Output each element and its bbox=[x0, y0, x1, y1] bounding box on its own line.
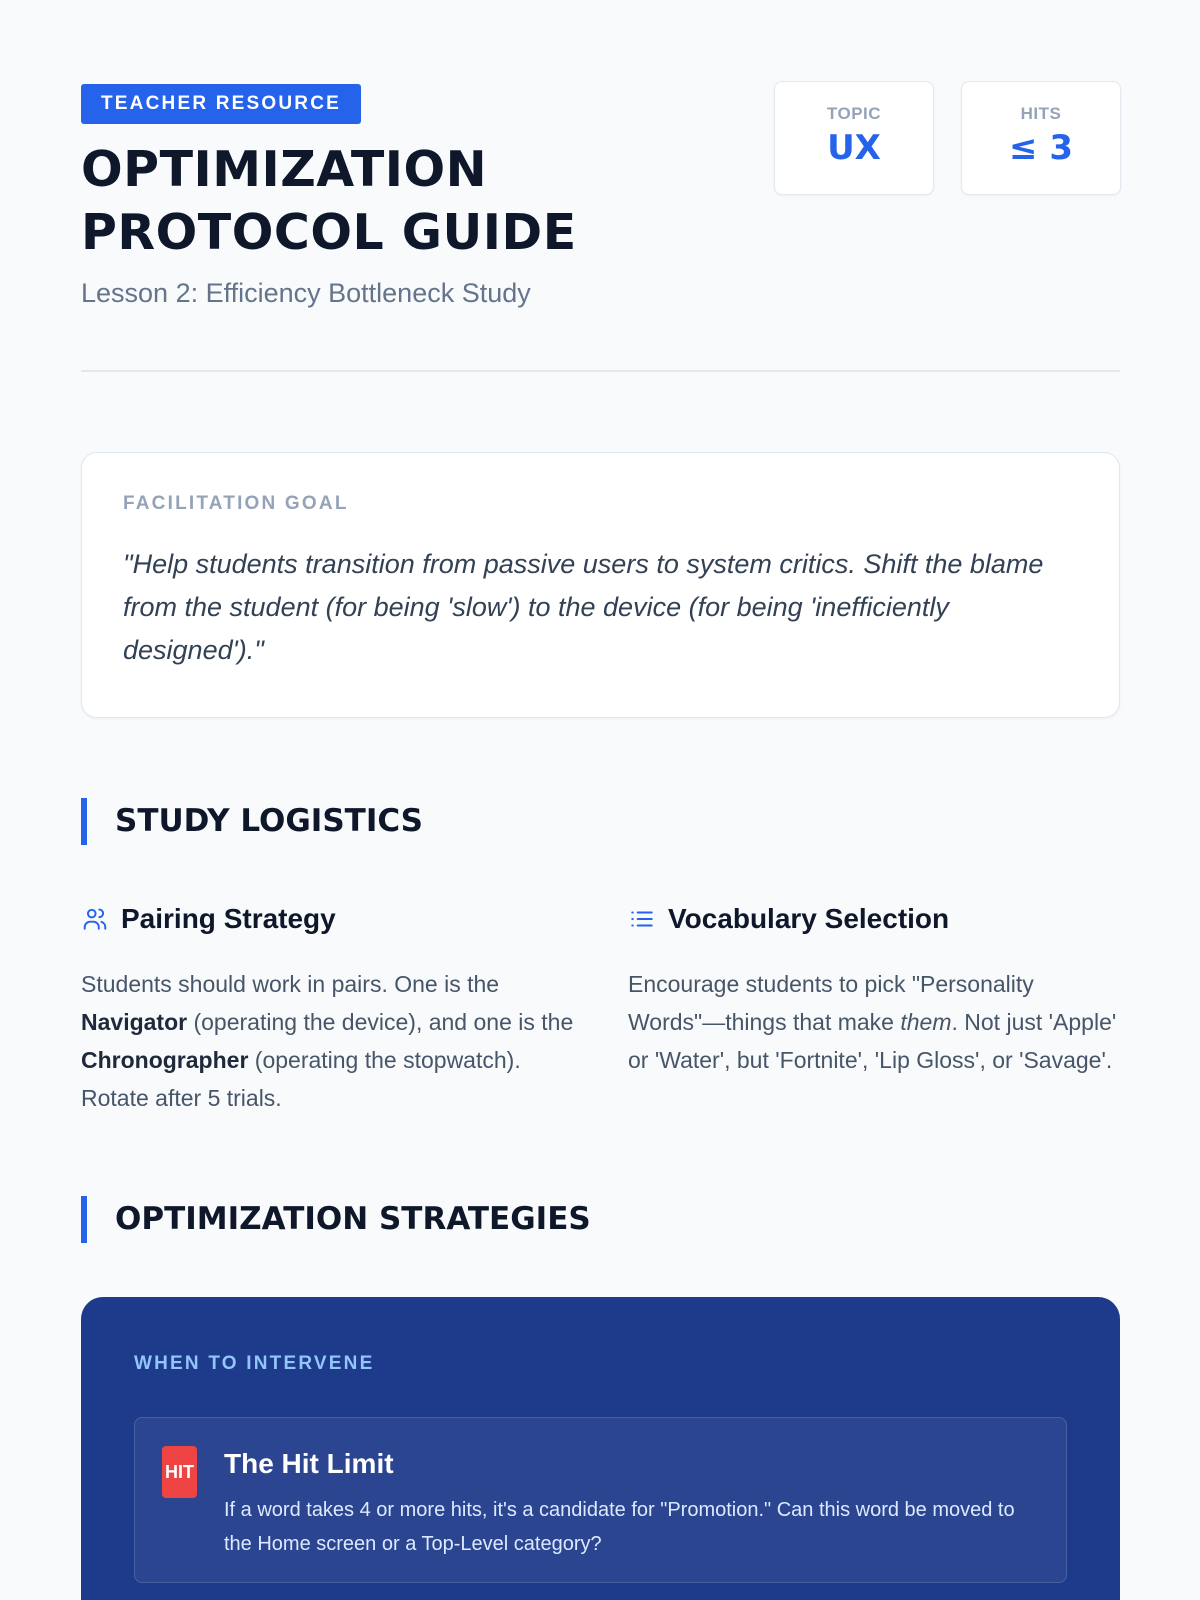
title-line-1: OPTIMIZATION bbox=[81, 141, 488, 198]
resource-badge: TEACHER RESOURCE bbox=[81, 84, 361, 124]
vocabulary-selection-title: Vocabulary Selection bbox=[668, 903, 950, 934]
list-icon bbox=[628, 905, 656, 933]
vocabulary-selection-column bbox=[628, 900, 1128, 1079]
vocabulary-selection-header bbox=[628, 900, 1128, 938]
navigator-term: Navigator bbox=[81, 1009, 188, 1035]
strategy-card-hit-limit bbox=[134, 1417, 1067, 1583]
page-title bbox=[81, 138, 721, 264]
pairing-strategy-text bbox=[81, 965, 581, 1117]
study-logistics-heading: STUDY LOGISTICS bbox=[81, 798, 1120, 845]
facilitation-goal-card bbox=[81, 452, 1120, 718]
topic-stat-label: TOPIC bbox=[826, 104, 882, 123]
hits-stat-card bbox=[961, 81, 1121, 195]
strategy-description: If a word takes 4 or more hits, it's a candidate for "Promotion." Can this word be moved to the Home screen or a Top-Level category? bbox=[224, 1499, 1015, 1555]
hits-stat-label: HITS bbox=[1020, 104, 1062, 123]
pairing-strategy-title: Pairing Strategy bbox=[121, 903, 336, 934]
hits-stat-value: ≤ 3 bbox=[1009, 128, 1073, 168]
vocab-text-part: . Not just 'Apple' or 'Water', but 'Fortnite', 'Lip Gloss', or 'Savage'. bbox=[628, 1009, 1117, 1073]
vocabulary-selection-text bbox=[628, 965, 1128, 1079]
topic-stat-value: UX bbox=[827, 128, 881, 168]
page-subtitle: Lesson 2: Efficiency Bottleneck Study bbox=[81, 278, 531, 308]
hit-chip: HIT bbox=[162, 1446, 197, 1498]
title-line-2: PROTOCOL GUIDE bbox=[81, 204, 577, 261]
goal-label: FACILITATION GOAL bbox=[123, 493, 349, 514]
when-to-intervene-label: WHEN TO INTERVENE bbox=[134, 1353, 375, 1374]
pairing-strategy-header bbox=[81, 900, 581, 938]
users-icon bbox=[81, 905, 109, 933]
pairing-text-part: (operating the device), and one is the bbox=[187, 1009, 574, 1035]
pairing-text-part: Students should work in pairs. One is the bbox=[81, 971, 500, 997]
them-emphasis: them bbox=[900, 1009, 952, 1035]
pairing-strategy-column bbox=[81, 900, 581, 1117]
goal-quote: "Help students transition from passive users to system critics. Shift the blame from the student (for being 'slow') to the device (for being 'inefficiently designed')." bbox=[123, 549, 1044, 665]
topic-stat-card bbox=[774, 81, 934, 195]
strategies-panel bbox=[81, 1297, 1120, 1600]
pairing-text-part: (operating the stopwatch). Rotate after 5 trials. bbox=[81, 1047, 521, 1111]
chronographer-term: Chronographer bbox=[81, 1047, 249, 1073]
page-header bbox=[81, 0, 1120, 372]
vocab-text-part: Encourage students to pick "Personality Words"—things that make bbox=[628, 971, 1034, 1035]
strategy-title: The Hit Limit bbox=[224, 1448, 394, 1479]
teacher-guide-page bbox=[81, 0, 1120, 1555]
optimization-strategies-heading: OPTIMIZATION STRATEGIES bbox=[81, 1196, 1120, 1243]
